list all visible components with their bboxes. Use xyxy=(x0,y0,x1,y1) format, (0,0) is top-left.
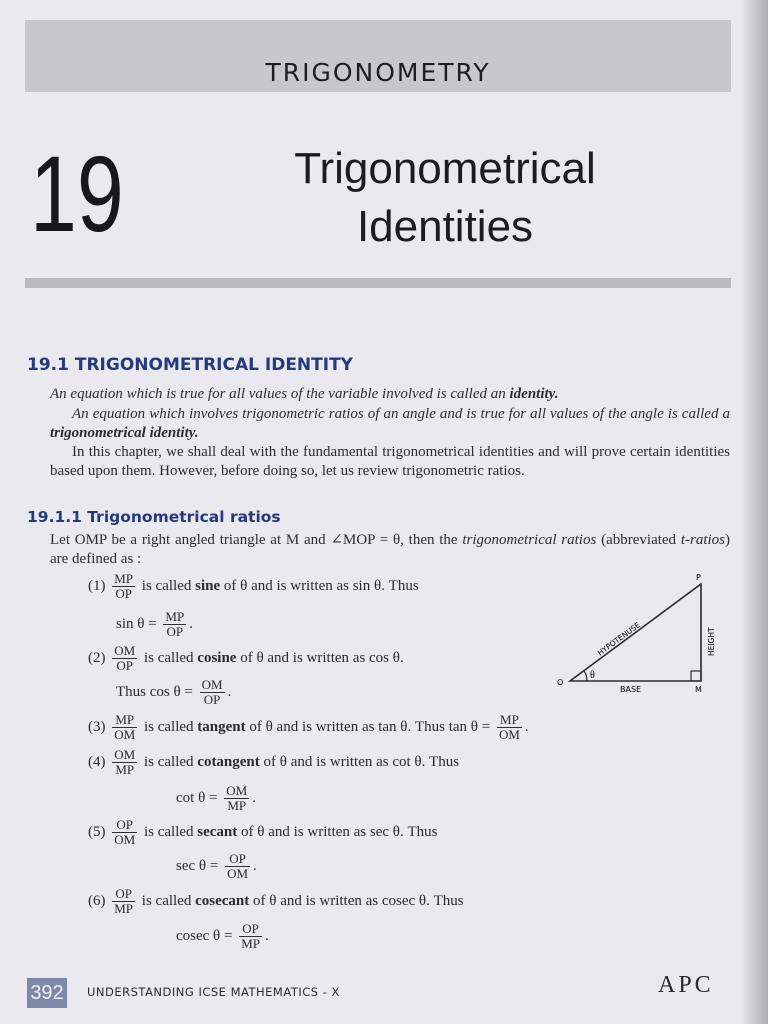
item-text-2: of θ and is written as sin θ. Thus xyxy=(220,577,419,594)
formula-end: . xyxy=(253,857,257,874)
base-label: BASE xyxy=(620,685,642,694)
ratio-item-cotangent xyxy=(88,748,459,777)
denominator: MP xyxy=(115,762,135,777)
numerator: OP xyxy=(112,887,135,902)
numerator: MP xyxy=(114,571,134,586)
formula-end: . xyxy=(189,615,193,632)
item-label: (3) xyxy=(88,718,106,735)
fraction xyxy=(112,818,137,847)
formula-end: . xyxy=(227,683,232,700)
ratio-name: cosine xyxy=(197,649,237,666)
denominator: OP xyxy=(115,586,132,601)
formula-lhs: sin θ = xyxy=(116,615,157,632)
item-label: (1) xyxy=(88,577,106,594)
identity-term: identity. xyxy=(509,386,559,402)
item-text: is called xyxy=(143,753,198,770)
numerator: OP xyxy=(239,922,262,937)
denominator: OP xyxy=(116,658,134,673)
numerator: OM xyxy=(201,677,223,692)
chapter-title xyxy=(230,140,660,256)
identity-definition-text: An equation which is true for all values of the variable involved is called an xyxy=(50,386,510,402)
right-angle-marker xyxy=(691,671,701,681)
item-label: (4) xyxy=(88,753,106,770)
item-text: is called xyxy=(143,823,198,840)
ratio-name: secant xyxy=(197,823,238,840)
subsection-heading: 19.1.1 Trigonometrical ratios xyxy=(27,508,281,526)
formula-end: . xyxy=(252,789,256,806)
item-text: is called xyxy=(143,718,198,735)
page-spine-shadow xyxy=(740,0,768,1024)
chapter-number: 19 xyxy=(30,133,124,254)
publisher-logo: APC xyxy=(658,972,714,998)
denominator: MP xyxy=(241,936,261,951)
vertex-p-label: P xyxy=(696,573,701,582)
denominator: OM xyxy=(114,832,136,847)
ratio-item-sine xyxy=(88,572,419,601)
hypotenuse-label: HYPOTENUSE xyxy=(595,620,642,658)
ratio-name: cotangent xyxy=(197,753,260,770)
trig-identity-term: trigonometrical identity. xyxy=(50,425,199,441)
ratio-item-cosine xyxy=(88,644,404,673)
angle-theta-label: θ xyxy=(590,670,595,681)
trig-identity-definition-text: An equation which involves trigonometric ratios of an angle and is true for all values of the angle is called a xyxy=(72,406,730,422)
triangle-outline xyxy=(570,584,701,681)
denominator: OM xyxy=(227,866,249,881)
formula-cotangent xyxy=(176,784,256,813)
section-heading: 19.1 TRIGONOMETRICAL IDENTITY xyxy=(27,355,353,375)
denominator: MP xyxy=(227,798,247,813)
item-text-2: of θ and is written as cot θ. Thus xyxy=(259,753,460,770)
ratios-intro-text-2: (abbreviated xyxy=(601,532,681,548)
item-text: is called xyxy=(141,577,196,594)
denominator: OP xyxy=(166,624,184,639)
formula-cosine xyxy=(116,678,231,707)
ratios-intro xyxy=(50,531,730,569)
right-triangle-diagram xyxy=(550,570,720,700)
t-ratios-term: t-ratios xyxy=(680,532,726,548)
denominator: OM xyxy=(114,727,136,742)
fraction xyxy=(112,887,135,916)
fraction xyxy=(225,852,250,881)
fraction xyxy=(112,713,137,742)
denominator: OM xyxy=(498,727,520,742)
vertex-o-label: O xyxy=(557,678,564,687)
fraction xyxy=(497,713,522,742)
numerator: MP xyxy=(497,713,522,728)
ratio-name: sine xyxy=(195,577,221,594)
item-text: is called xyxy=(143,649,198,666)
fraction xyxy=(239,922,262,951)
numerator: MP xyxy=(165,609,185,624)
ratio-item-cosecant xyxy=(88,887,464,916)
ratio-item-tangent xyxy=(88,713,529,742)
angle-arc xyxy=(584,671,587,681)
ratios-term: trigonometrical ratios xyxy=(462,532,597,548)
numerator: OP xyxy=(225,852,250,867)
numerator: OM xyxy=(114,643,136,658)
numerator: MP xyxy=(112,713,137,728)
numerator: OM xyxy=(226,783,248,798)
item-text-2: of θ and is written as tan θ. Thus tan θ = xyxy=(245,718,491,735)
fraction xyxy=(112,748,137,777)
page-number: 392 xyxy=(27,978,67,1008)
formula-sine xyxy=(116,610,193,639)
denominator: OP xyxy=(203,692,221,707)
formula-lhs: cosec θ = xyxy=(176,927,233,944)
running-header: TRIGONOMETRY xyxy=(265,58,491,87)
fraction xyxy=(163,610,186,639)
chapter-intro-paragraph: In this chapter, we shall deal with the fundamental trigonometrical identities and will prove certain identities based upon them. However, before doing so, let us review trigonometric ratios. xyxy=(50,444,730,479)
fraction xyxy=(112,644,137,673)
chapter-title-line2: Identities xyxy=(356,202,534,251)
chapter-header-band xyxy=(25,20,731,92)
numerator: OP xyxy=(112,818,137,833)
item-label: (5) xyxy=(88,823,106,840)
formula-lhs: sec θ = xyxy=(176,857,219,874)
formula-end: . xyxy=(265,927,269,944)
item-text-2: of θ and is written as cos θ. xyxy=(236,649,404,666)
item-text: is called xyxy=(141,892,196,909)
title-divider xyxy=(25,278,731,288)
fraction xyxy=(112,572,135,601)
chapter-title-line1: Trigonometrical xyxy=(294,144,596,193)
item-text-2: of θ and is written as cosec θ. Thus xyxy=(249,892,464,909)
height-label: HEIGHT xyxy=(707,627,716,656)
ratio-name: cosecant xyxy=(195,892,250,909)
trig-identity-definition xyxy=(50,405,730,443)
ratio-name: tangent xyxy=(197,718,246,735)
formula-end: . xyxy=(524,718,529,735)
book-title: UNDERSTANDING ICSE MATHEMATICS - X xyxy=(87,985,340,999)
numerator: OM xyxy=(114,747,136,762)
identity-definition xyxy=(50,385,730,404)
fraction xyxy=(200,678,225,707)
vertex-m-label: M xyxy=(695,685,702,694)
formula-lhs: cot θ = xyxy=(176,789,218,806)
ratios-intro-text-3: ) are defined as : xyxy=(50,532,731,567)
ratio-item-secant xyxy=(88,818,437,847)
fraction xyxy=(224,784,249,813)
ratios-intro-text: Let OMP be a right angled triangle at M and ∠MOP = θ, then the xyxy=(50,532,463,548)
item-text-2: of θ and is written as sec θ. Thus xyxy=(237,823,438,840)
denominator: MP xyxy=(114,901,134,916)
formula-cosecant xyxy=(176,922,269,951)
formula-lhs: Thus cos θ = xyxy=(116,683,193,700)
formula-secant xyxy=(176,852,257,881)
item-label: (2) xyxy=(88,649,106,666)
item-label: (6) xyxy=(88,892,106,909)
